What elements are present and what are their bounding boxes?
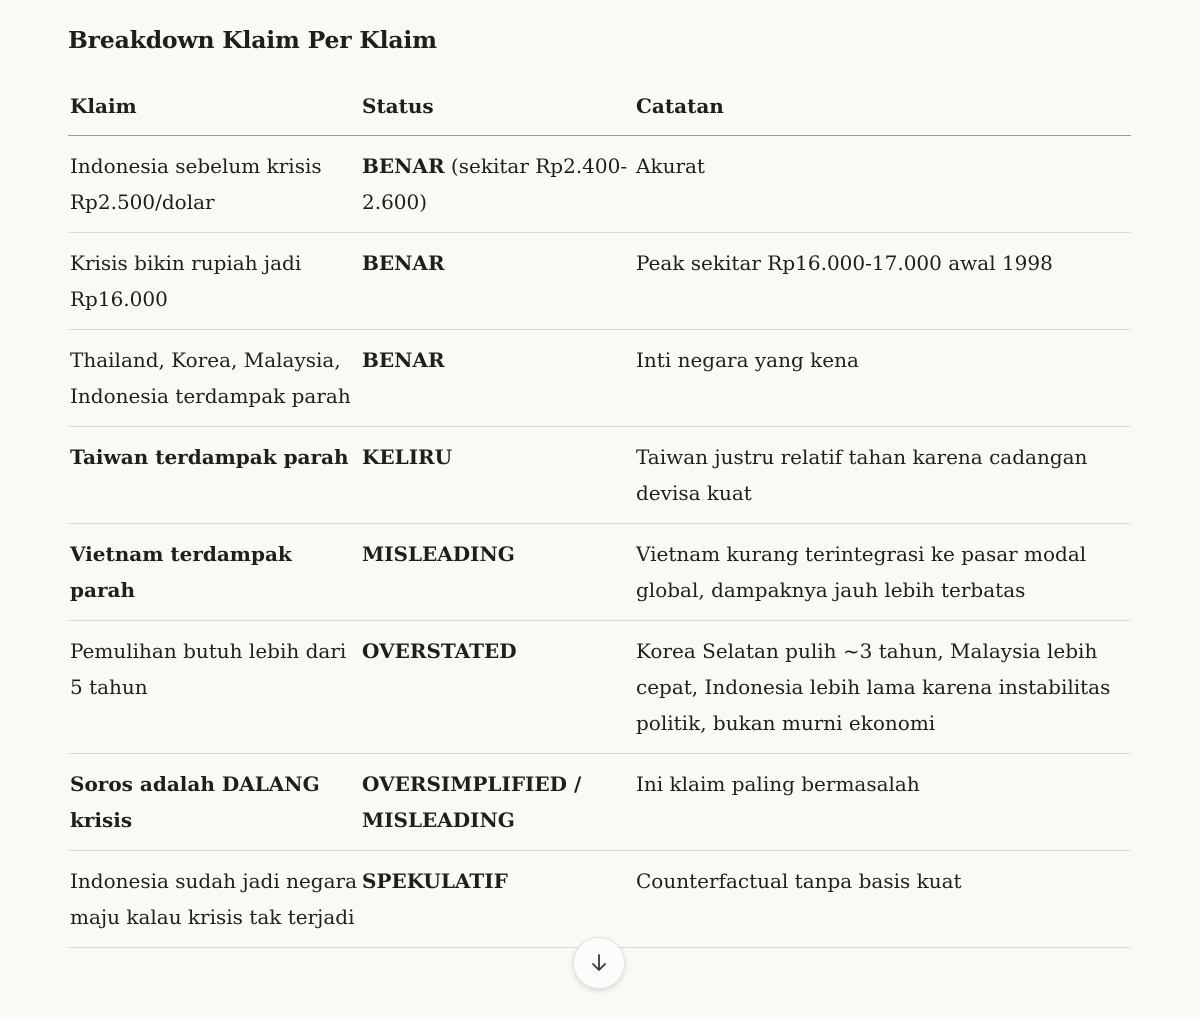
claim-cell: Krisis bikin rupiah jadi Rp16.000 — [68, 233, 360, 330]
status-label: SPEKULATIF — [362, 869, 508, 893]
table-row — [68, 330, 1131, 427]
note-cell: Peak sekitar Rp16.000-17.000 awal 1998 — [634, 233, 1131, 330]
status-label: BENAR — [362, 251, 445, 275]
status-cell — [360, 851, 634, 948]
section-heading: Breakdown Klaim Per Klaim — [68, 26, 437, 54]
column-header-note: Catatan — [634, 88, 1131, 136]
claim-cell: Soros adalah DALANG krisis — [68, 754, 360, 851]
note-cell: Taiwan justru relatif tahan karena cadangan devisa kuat — [634, 427, 1131, 524]
table-row — [68, 851, 1131, 948]
status-detail: (sekitar Rp2.400-2.600) — [362, 154, 628, 214]
status-label: MISLEADING — [362, 542, 515, 566]
status-label: OVERSTATED — [362, 639, 517, 663]
table-body — [68, 136, 1131, 948]
status-cell — [360, 427, 634, 524]
column-header-claim: Klaim — [68, 88, 360, 136]
status-cell — [360, 621, 634, 754]
status-label: BENAR — [362, 154, 445, 178]
status-label: KELIRU — [362, 445, 453, 469]
scroll-to-bottom-button[interactable] — [573, 937, 625, 989]
arrow-down-icon — [588, 952, 610, 974]
table-row — [68, 427, 1131, 524]
column-header-status: Status — [360, 88, 634, 136]
note-cell: Ini klaim paling bermasalah — [634, 754, 1131, 851]
note-cell: Akurat — [634, 136, 1131, 233]
status-cell — [360, 754, 634, 851]
status-cell — [360, 330, 634, 427]
note-cell: Counterfactual tanpa basis kuat — [634, 851, 1131, 948]
status-cell — [360, 524, 634, 621]
claim-cell: Indonesia sudah jadi negara maju kalau krisis tak terjadi — [68, 851, 360, 948]
claim-cell: Pemulihan butuh lebih dari 5 tahun — [68, 621, 360, 754]
claim-cell: Indonesia sebelum krisis Rp2.500/dolar — [68, 136, 360, 233]
claim-cell: Vietnam terdampak parah — [68, 524, 360, 621]
status-label: BENAR — [362, 348, 445, 372]
claim-cell: Taiwan terdampak parah — [68, 427, 360, 524]
table-row — [68, 621, 1131, 754]
note-cell: Vietnam kurang terintegrasi ke pasar modal global, dampaknya jauh lebih terbatas — [634, 524, 1131, 621]
table-row — [68, 524, 1131, 621]
table-row — [68, 233, 1131, 330]
table-header-row — [68, 88, 1131, 136]
claims-table — [68, 88, 1131, 948]
table-row — [68, 136, 1131, 233]
claim-cell: Thailand, Korea, Malaysia, Indonesia terdampak parah — [68, 330, 360, 427]
table-row — [68, 754, 1131, 851]
message-content — [68, 22, 1131, 948]
status-label: OVERSIMPLIFIED / MISLEADING — [362, 772, 582, 832]
status-cell — [360, 136, 634, 233]
status-cell — [360, 233, 634, 330]
note-cell: Inti negara yang kena — [634, 330, 1131, 427]
note-cell: Korea Selatan pulih ~3 tahun, Malaysia lebih cepat, Indonesia lebih lama karena instabilitas politik, bukan murni ekonomi — [634, 621, 1131, 754]
